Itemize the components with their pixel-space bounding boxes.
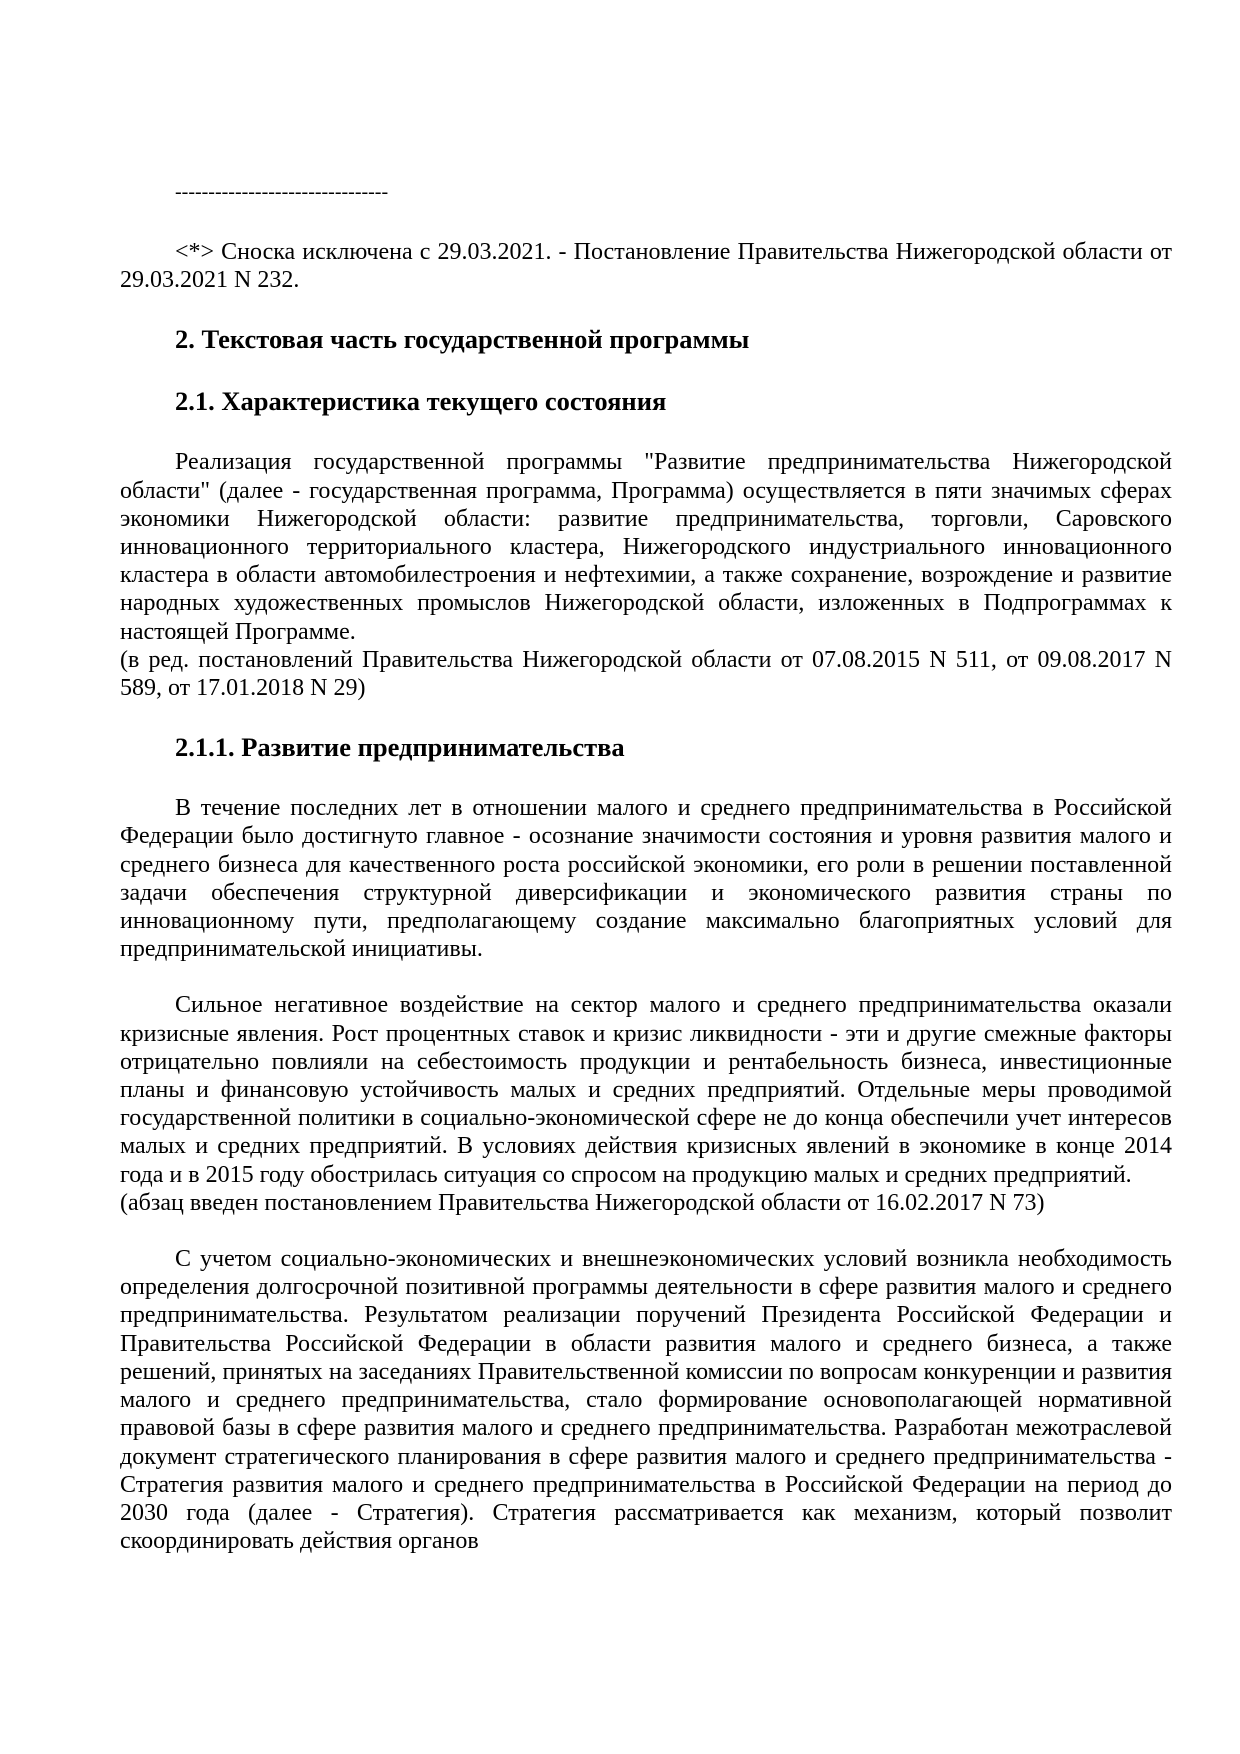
document-body [120,178,1172,1555]
section-2-1-paragraph: Реализация государственной программы "Развитие предпринимательства Нижегородской области" (далее - государственная программа, Программа) осуществляется в пяти значимых сферах экономики Нижегородской области: развитие предпринимательства, торговли, Саровского инновационного территориального кластера, Нижегородского индустриального инновационного кластера в области автомобилестроения и нефтехимии, а также сохранение, возрождение и развитие народных художественных промыслов Нижегородской области, изложенных в Подпрограммах к настоящей Программе. [120,449,1172,645]
section-2-1-heading: 2.1. Характеристика текущего состояния [175,386,667,417]
section-2-1-1-paragraph-2-amendment-note: (абзац введен постановлением Правительства Нижегородской области от 16.02.2017 N 73) [120,1189,1045,1216]
section-2-1-1-heading: 2.1.1. Развитие предпринимательства [175,732,625,763]
section-2-1-1-paragraph-2: Сильное негативное воздействие на сектор малого и среднего предпринимательства оказали кризисные явления. Рост процентных ставок и кризис ликвидности - эти и другие смежные факторы отрицательно повлияли на себестоимость продукции и рентабельность бизнеса, инвестиционные планы и финансовую устойчивость малых и средних предприятий. Отдельные меры проводимой государственной политики в социально-экономической сфере не до конца обеспечили учет интересов малых и средних предприятий. В условиях действия кризисных явлений в экономике в конце 2014 года и в 2015 году обострилась ситуация со спросом на продукцию малых и средних предприятий. [120,992,1172,1188]
section-2-1-1-paragraph-3: С учетом социально-экономических и внешнеэкономических условий возникла необходимость определения долгосрочной позитивной программы деятельности в сфере развития малого и среднего предпринимательства. Результатом реализации поручений Президента Российской Федерации и Правительства Российской Федерации в области развития малого и среднего бизнеса, а также решений, принятых на заседаниях Правительственной комиссии по вопросам конкуренции и развития малого и среднего предпринимательства, стало формирование основополагающей нормативной правовой базы в сфере развития малого и среднего предпринимательства. Разработан межотраслевой документ стратегического планирования в сфере развития малого и среднего предпринимательства - Стратегия развития малого и среднего предпринимательства в Российской Федерации на период до 2030 года (далее - Стратегия). Стратегия рассматривается как механизм, который позволит скоординировать действия органов [120,1246,1172,1555]
footnote-text: <*> Сноска исключена с 29.03.2021. - Постановление Правительства Нижегородской области от 29.03.2021 N 232. [120,239,1172,294]
section-2-1-amendment-note: (в ред. постановлений Правительства Нижегородской области от 07.08.2015 N 511, от 09.08.2017 N 589, от 17.01.2018 N 29) [120,646,1172,702]
section-2-1-1-paragraph-1: В течение последних лет в отношении малого и среднего предпринимательства в Российской Федерации было достигнуто главное - осознание значимости состояния и уровня развития малого и среднего бизнеса для качественного роста российской экономики, его роли в решении поставленной задачи обеспечения структурной диверсификации и экономического развития страны по инновационному пути, предполагающему создание максимально благоприятных условий для предпринимательской инициативы. [120,795,1172,963]
section-2-heading: 2. Текстовая часть государственной программы [175,324,750,355]
footnote-separator: -------------------------------- [175,181,389,203]
